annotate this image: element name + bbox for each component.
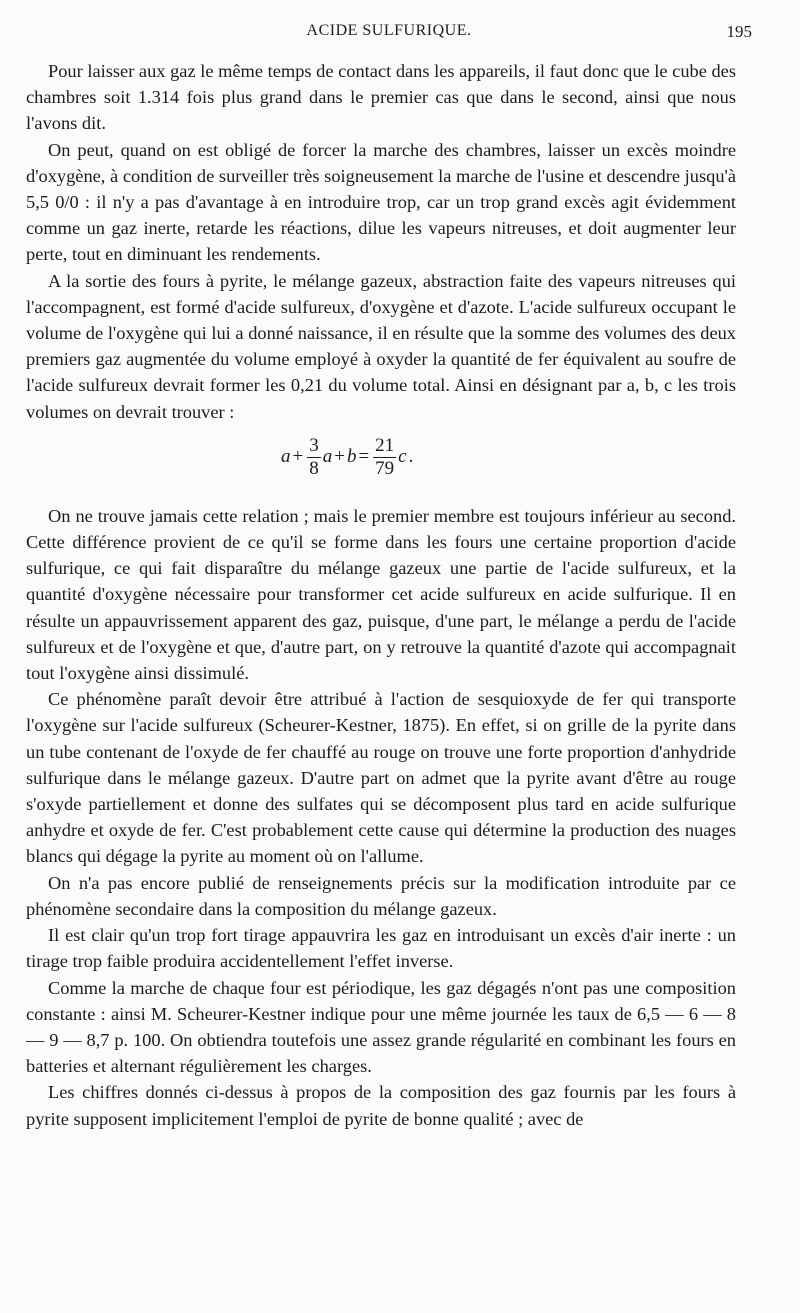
formula-fraction-21-79 xyxy=(373,435,396,480)
page-number: 195 xyxy=(726,22,752,41)
formula-expression xyxy=(281,435,415,480)
paragraph-7: Il est clair qu'un trop fort tirage appauvrira les gaz en introduisant un excès d'air inerte : un tirage trop faible produira accidentellement l'effet inverse. xyxy=(26,925,736,972)
fraction-denominator-2: 79 xyxy=(375,457,395,479)
formula-equals: = xyxy=(358,446,370,468)
formula-var-c: c xyxy=(398,446,407,468)
paragraph-5: Ce phénomène paraît devoir être attribué à l'action de sesquioxyde de fer qui transporte l'oxygène sur l'acide sulfureux (Scheurer-Kestner, 1875). En effet, si on grille de la pyrite dans un tube contenant de l'oxyde de fer chauffé au rouge on trouve une forte proportion d'anhydride sulfurique dans le mélange gazeux. D'autre part on admet que la pyrite avant d'être au rouge s'oxyde partiellement et donne des sulfates qui se décomposent plus tard en acide sulfurique anhydre et oxyde de fer. C'est probablement cette cause qui détermine la production des nuages blancs qui dégage la pyrite au moment où on l'allume. xyxy=(26,689,736,867)
paragraph-3: A la sortie des fours à pyrite, le mélange gazeux, abstraction faite des vapeurs nitreuses qui l'accompagnent, est formé d'acide sulfureux, d'oxygène et d'azote. L'acide sulfureux occupant le volume de l'oxygène qui lui a donné naissance, il en résulte que la somme des volumes des deux premiers gaz augmentée du volume employé à oxyder la quantité de fer équivalent au soufre de l'acide sulfureux devrait former les 0,21 du volume total. Ainsi en désignant par a, b, c les trois volumes on devrait trouver : xyxy=(26,270,736,422)
fraction-numerator: 3 xyxy=(309,434,319,456)
paragraph-8: Comme la marche de chaque four est périodique, les gaz dégagés n'ont pas une composition constante : ainsi M. Scheurer-Kestner indique pour une même journée les taux de 6,5 — 6 — 8 — 9 — 8,7 p. 100. On obtiendra toutefois une assez grande régularité en combinant les fours en batteries et alternant régulièrement les charges. xyxy=(26,977,736,1077)
formula-var-a: a xyxy=(281,446,291,468)
paragraph-1: Pour laisser aux gaz le même temps de contact dans les appareils, il faut donc que le cube des chambres soit 1.314 fois plus grand dans le premier cas que dans le second, ainsi que nous l'avons dit. xyxy=(26,61,736,134)
body-text xyxy=(26,58,736,1132)
fraction-numerator-2: 21 xyxy=(375,434,395,456)
formula-fraction-3-8 xyxy=(307,435,321,480)
paragraph-9: Les chiffres donnés ci-dessus à propos de la composition des gaz fournis par les fours à pyrite supposent implicitement l'emploi de pyrite de bonne qualité ; avec de xyxy=(26,1082,736,1129)
formula xyxy=(26,427,736,497)
formula-plus-2: + xyxy=(334,446,345,468)
fraction-denominator: 8 xyxy=(309,457,319,479)
formula-period: . xyxy=(408,446,414,468)
formula-var-a-2: a xyxy=(322,446,333,468)
running-title: ACIDE SULFURIQUE. xyxy=(306,22,472,39)
paragraph-6: On n'a pas encore publié de renseignements précis sur la modification introduite par ce phénomène secondaire dans la composition du mélange gazeux. xyxy=(26,872,736,919)
formula-plus: + xyxy=(292,446,304,468)
running-head xyxy=(26,22,752,44)
paragraph-2: On peut, quand on est obligé de forcer la marche des chambres, laisser un excès moindre d'oxygène, à condition de surveiller très soigneusement la marche de l'usine et descendre jusqu'à 5,5 0/0 : il n'y a pas d'avantage à en introduire trop, car un trop grand excès agit évidemment comme un gaz inerte, retarde les réactions, dilue les vapeurs nitreuses, et doit augmenter leur perte, tout en diminuant les rendements. xyxy=(26,139,736,265)
paragraph-4: On ne trouve jamais cette relation ; mais le premier membre est toujours inférieur au second. Cette différence provient de ce qu'il se forme dans les fours une certaine proportion d'acide sulfurique, ce qui fait disparaître du mélange gazeux une partie de l'acide sulfureux, et la quantité d'oxygène nécessaire pour transformer cet acide sulfureux en acide sulfurique. Il en résulte un appauvrissement apparent des gaz, puisque, d'une part, le mélange a perdu de l'acide sulfureux et de l'oxygène et que, d'autre part, on y retrouve la quantité d'azote qui accompagnait tout l'oxygène ainsi dissimulé. xyxy=(26,505,736,684)
formula-var-b: b xyxy=(346,446,357,468)
